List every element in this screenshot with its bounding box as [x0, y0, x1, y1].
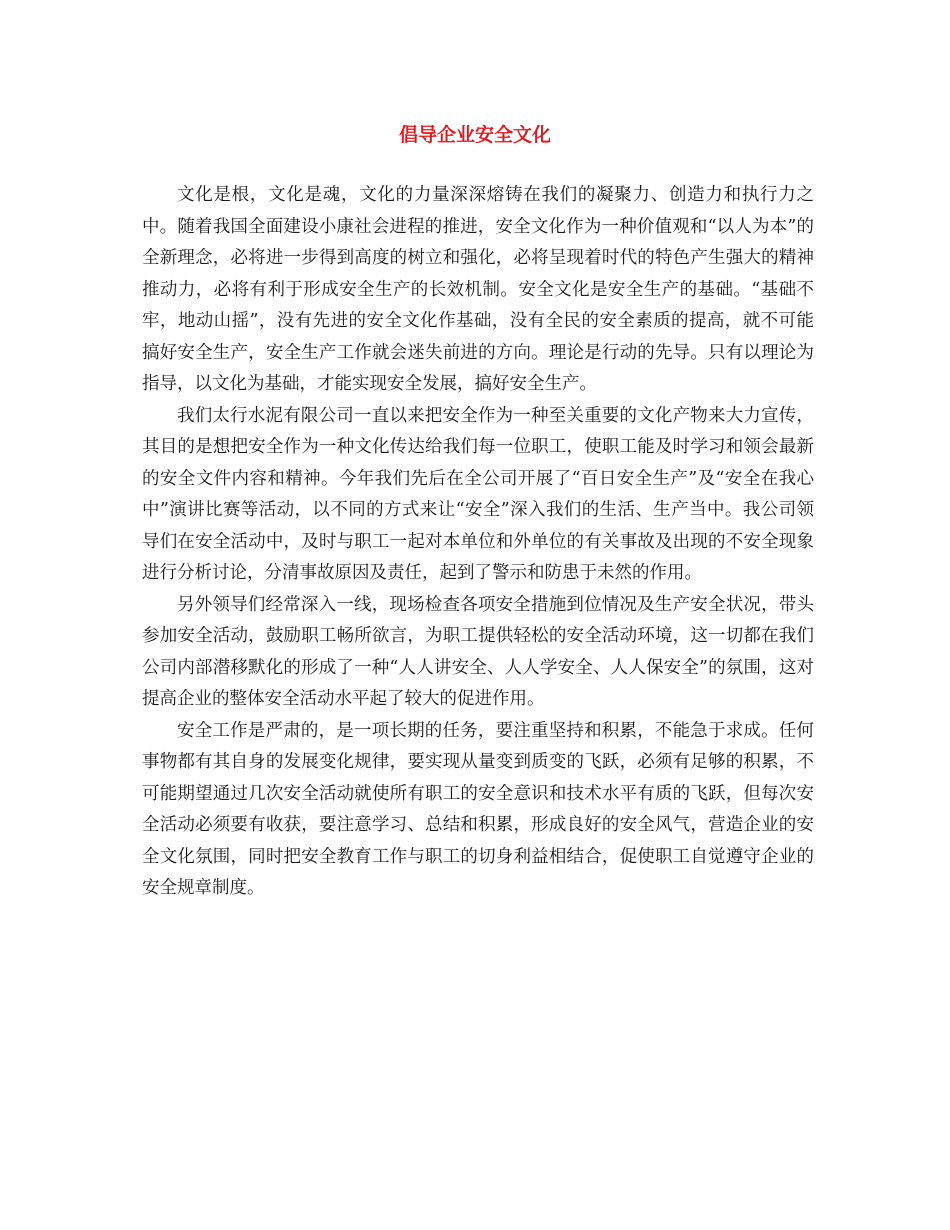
paragraph-2: 我们太行水泥有限公司一直以来把安全作为一种至关重要的文化产物来大力宣传，其目的是想把安全作为一种文化传达给我们每一位职工，使职工能及时学习和领会最新的安全文件内容和精神。今年我们先后在全公司开展了“百日安全生产”及“安全在我心中”演讲比赛等活动，以不同的方式来让“安全”深入我们的生活、生产当中。我公司领导们在安全活动中，及时与职工一起对本单位和外单位的有关事故及出现的不安全现象进行分析讨论，分清事故原因及责任，起到了警示和防患于未然的作用。 [142, 405, 814, 583]
paragraph-4: 安全工作是严肃的，是一项长期的任务，要注重坚持和积累，不能急于求成。任何事物都有其自身的发展变化规律，要实现从量变到质变的飞跃，必须有足够的积累，不可能期望通过几次安全活动就使所有职工的安全意识和技术水平有质的飞跃，但每次安全活动必须要有收获，要注意学习、总结和积累，形成良好的安全风气，营造企业的安全文化氛围，同时把安全教育工作与职工的切身利益相结合，促使职工自觉遵守企业的安全规章制度。 [142, 720, 814, 898]
paragraph-1: 文化是根，文化是魂，文化的力量深深熔铸在我们的凝聚力、创造力和执行力之中。随着我国全面建设小康社会进程的推进，安全文化作为一种价值观和“以人为本”的全新理念，必将进一步得到高度的树立和强化，必将呈现着时代的特色产生强大的精神推动力，必将有利于形成安全生产的长效机制。安全文化是安全生产的基础。“基础不牢，地动山摇”，没有先进的安全文化作基础，没有全民的安全素质的提高，就不可能搞好安全生产，安全生产工作就会迷失前进的方向。理论是行动的先导。只有以理论为指导，以文化为基础，才能实现安全发展，搞好安全生产。 [142, 185, 814, 394]
document-body [142, 180, 814, 905]
paragraph-3: 另外领导们经常深入一线，现场检查各项安全措施到位情况及生产安全状况，带头参加安全活动，鼓励职工畅所欲言，为职工提供轻松的安全活动环境，这一切都在我们公司内部潜移默化的形成了一种“人人讲安全、人人学安全、人人保安全”的氛围，这对提高企业的整体安全活动水平起了较大的促进作用。 [142, 594, 814, 709]
page-title: 倡导企业安全文化 [398, 124, 551, 146]
